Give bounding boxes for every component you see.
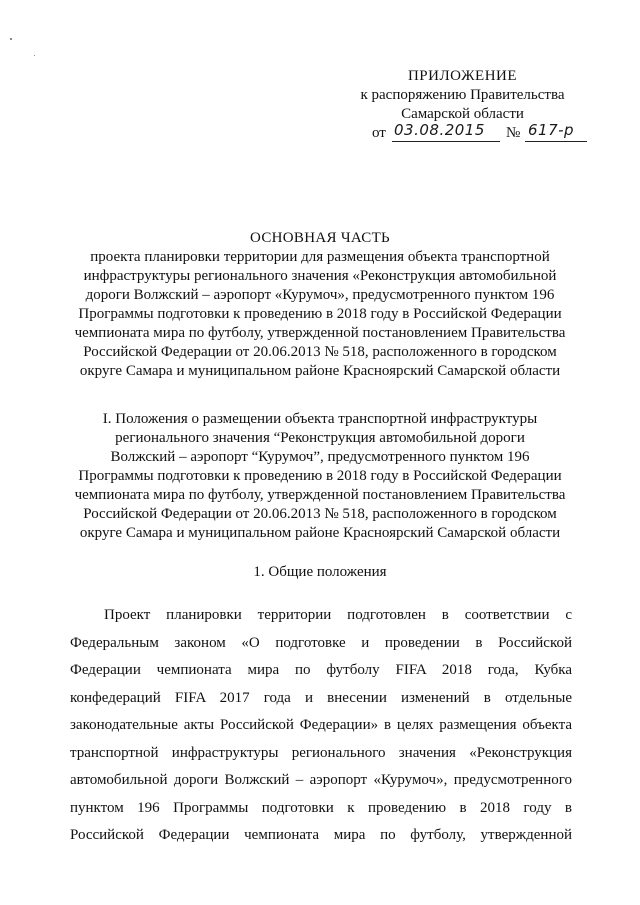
handwritten-number: 617-р	[528, 121, 575, 139]
main-title-line: округе Самара и муниципальном районе Красноярский Самарской области	[79, 363, 561, 379]
main-title-line: проекта планировки территории для размещения объекта транспортной	[90, 249, 550, 265]
handwritten-date: 03.08.2015	[394, 121, 485, 139]
date-underline	[392, 141, 500, 142]
body-line: законодательные акты Российской Федерации» в целях размещения объекта	[70, 717, 572, 733]
main-title-line: инфраструктуры регионального значения «Реконструкция автомобильной	[83, 268, 557, 284]
section-heading-line: I. Положения о размещении объекта транспортной инфраструктуры	[102, 411, 538, 427]
date-prefix: от	[372, 125, 386, 141]
body-line: Проект планировки территории подготовлен в соответствии с	[104, 607, 572, 623]
section-heading-block	[60, 410, 580, 543]
subheading: 1. Общие положения	[253, 564, 387, 580]
body-line: конфедераций FIFA 2017 года и внесении изменений в отдельные	[70, 689, 572, 706]
appendix-block	[330, 67, 595, 124]
appendix-line-2: Самарской области	[401, 106, 524, 122]
main-heading: ОСНОВНАЯ ЧАСТЬ	[250, 230, 390, 246]
appendix-title: ПРИЛОЖЕНИЕ	[407, 68, 518, 84]
section-heading-line: Волжский – аэропорт “Курумоч”, предусмотренного пунктом 196	[110, 449, 530, 465]
number-prefix: №	[506, 125, 521, 141]
section-heading-line: Российской Федерации от 20.06.2013 № 518, расположенного в городском	[83, 506, 557, 522]
body-line: автомобильной дороги Волжский – аэропорт «Курумоч», предусмотренного	[70, 772, 572, 788]
date-number-line	[372, 121, 612, 147]
main-title-line: чемпионата мира по футболу, утвержденной постановлением Правительства	[74, 325, 566, 341]
number-underline	[525, 141, 587, 142]
main-title-line: дороги Волжский – аэропорт «Курумоч», предусмотренного пунктом 196	[85, 287, 555, 303]
appendix-line-1: к распоряжению Правительства	[360, 87, 565, 103]
main-title-line: Российской Федерации от 20.06.2013 № 518, расположенного в городском	[83, 344, 557, 360]
body-line: Российской Федерации чемпионата мира по футболу, утвержденной	[70, 827, 572, 843]
scan-mark	[34, 55, 35, 56]
section-heading-line: Программы подготовки к проведению в 2018 году в Российской Федерации	[78, 468, 562, 484]
main-title-block	[60, 229, 580, 381]
section-heading-line: округе Самара и муниципальном районе Красноярский Самарской области	[79, 525, 561, 541]
scan-mark	[10, 38, 12, 40]
body-line: Федерации чемпионата мира по футболу FIFA 2018 года, Кубка	[70, 662, 572, 678]
section-heading-line: чемпионата мира по футболу, утвержденной постановлением Правительства	[74, 487, 566, 503]
body-line: транспортной инфраструктуры регионального значения «Реконструкция	[70, 744, 572, 761]
body-line: Федеральным законом «О подготовке и проведении в Российской	[70, 634, 572, 651]
body-line: пунктом 196 Программы подготовки к проведению в 2018 году в	[70, 799, 572, 816]
body-paragraph	[70, 602, 572, 850]
main-title-line: Программы подготовки к проведению в 2018 году в Российской Федерации	[78, 306, 562, 322]
section-heading-line: регионального значения “Реконструкция автомобильной дороги	[115, 430, 525, 446]
